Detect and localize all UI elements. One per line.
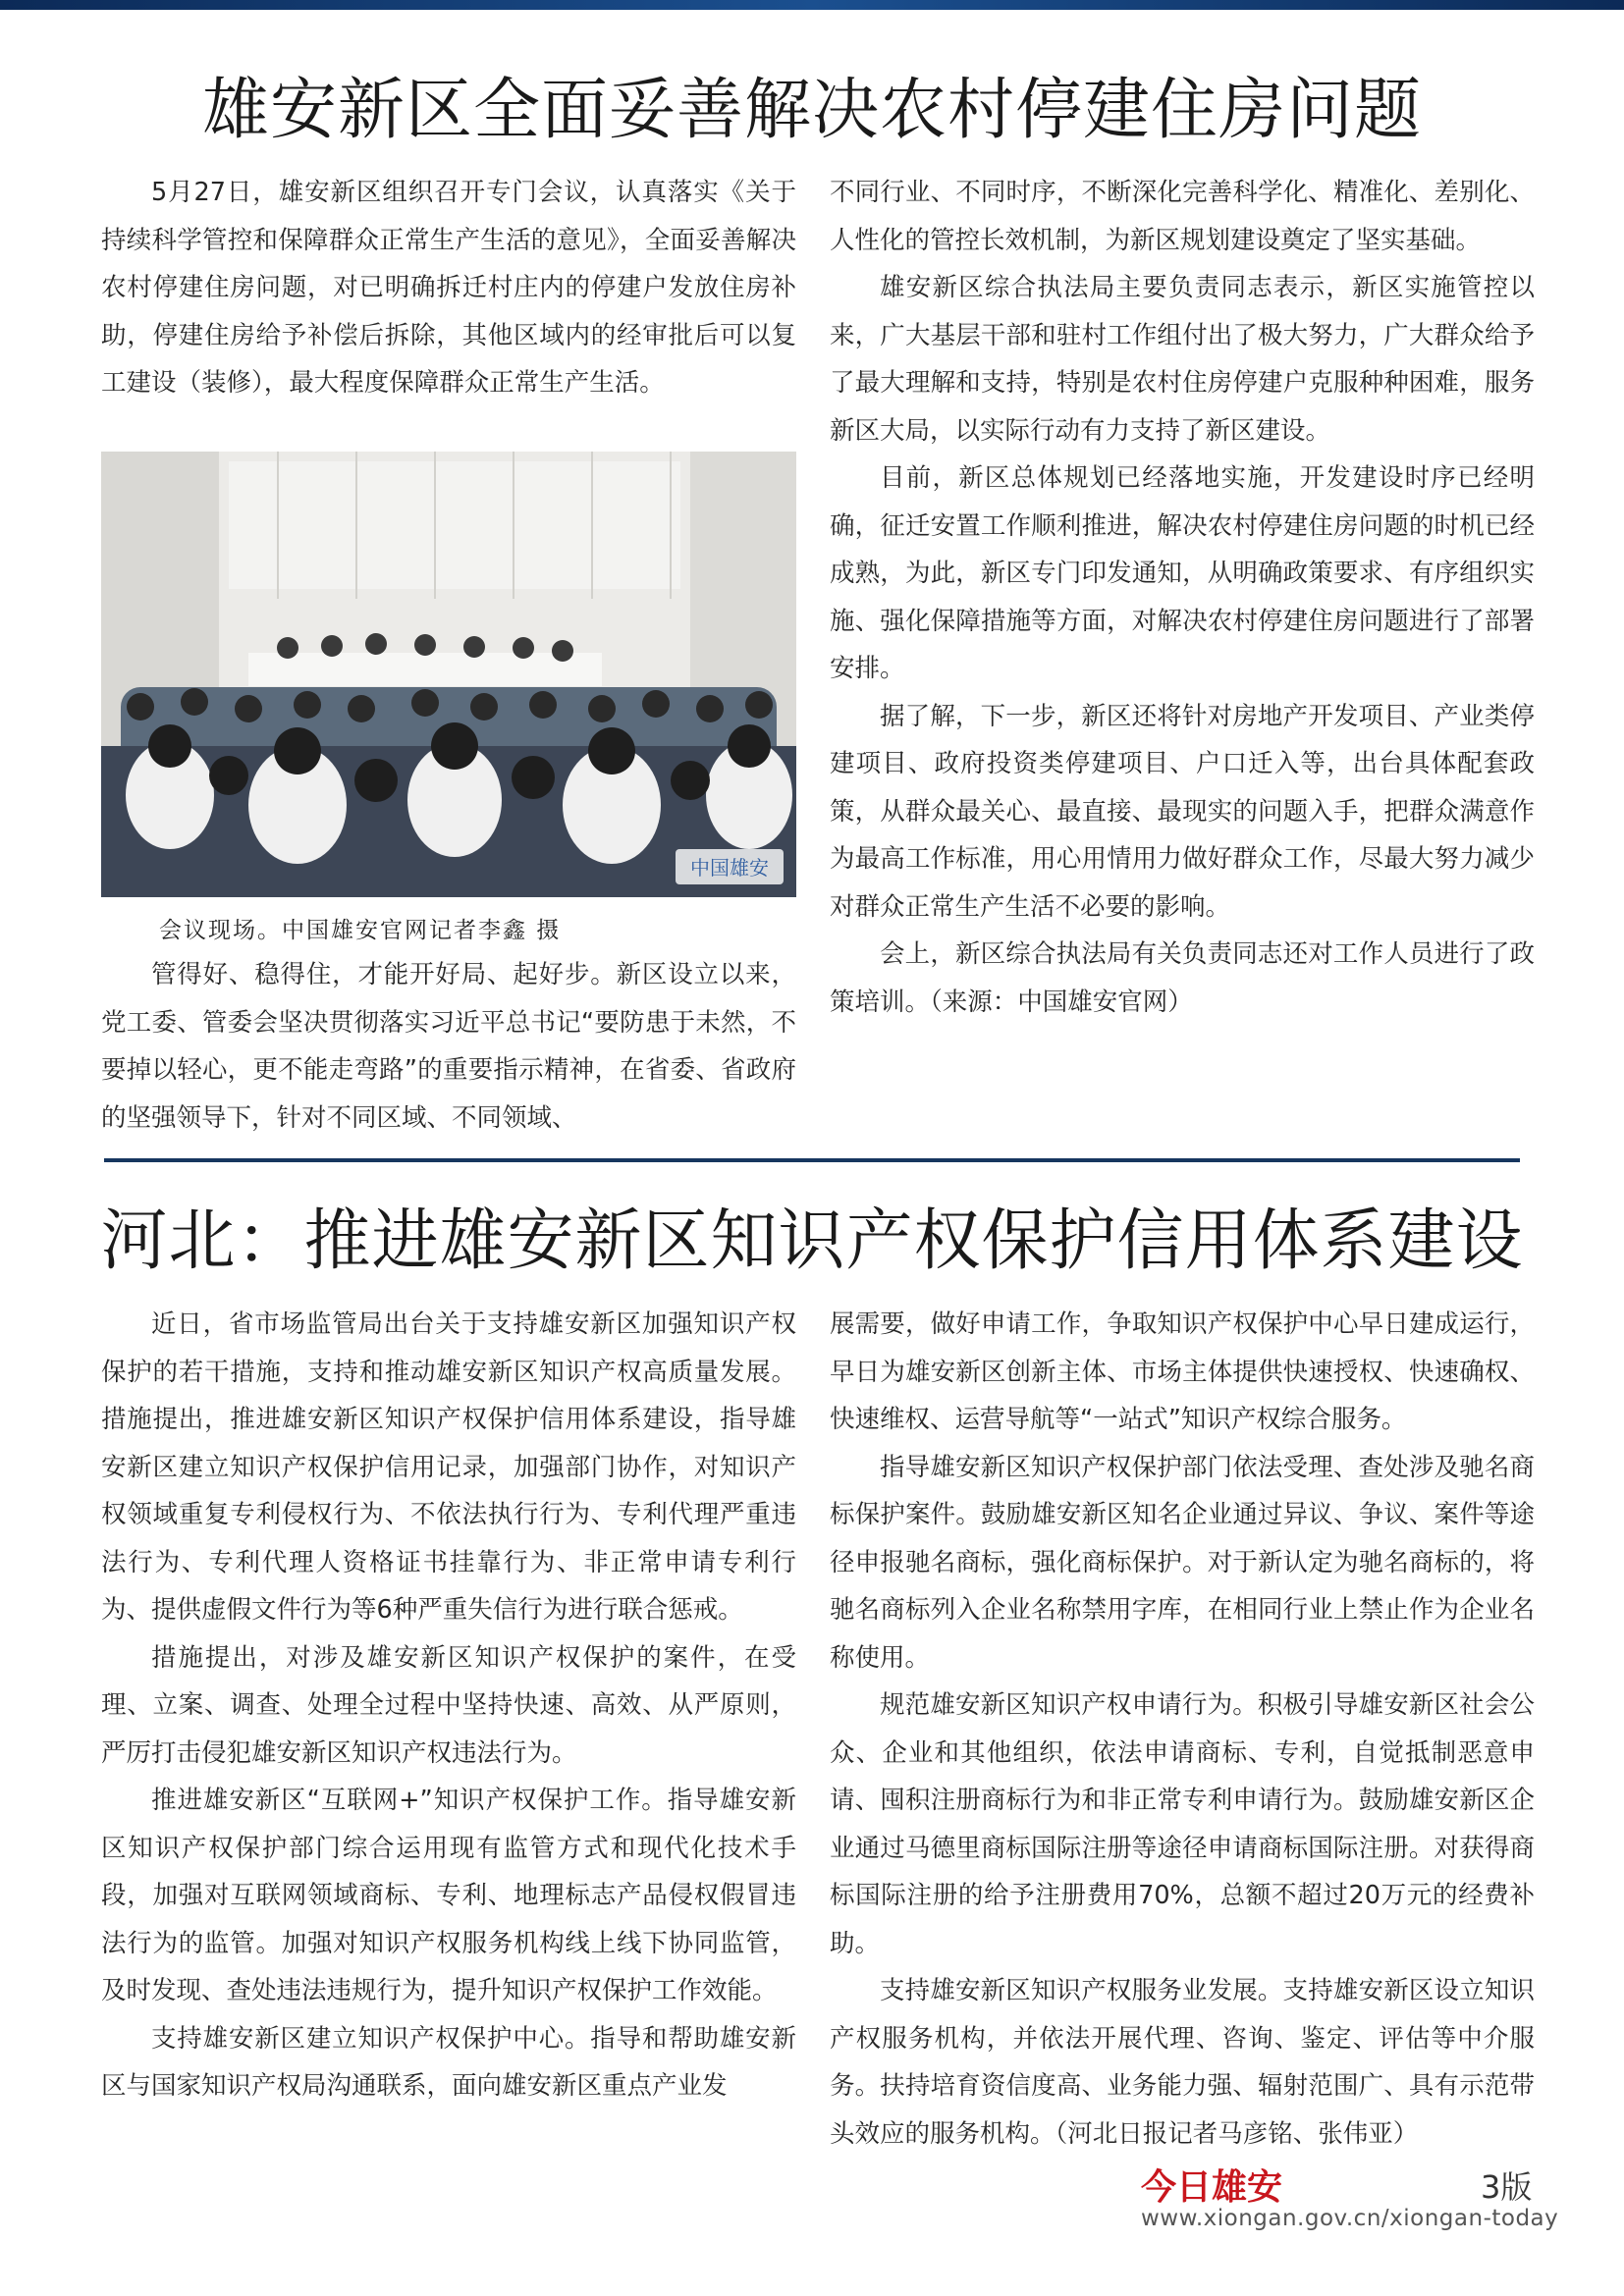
paragraph: 指导雄安新区知识产权保护部门依法受理、查处涉及驰名商标保护案件。鼓励雄安新区知名企业通过异议、争议、案件等途径申报驰名商标，强化商标保护。对于新认定为驰名商标的，将驰名商标列入企业名称禁用字库，在相同行业上禁止作为企业名称使用。 (830, 1452, 1535, 1673)
paragraph: 目前，新区总体规划已经落地实施，开发建设时序已经明确，征迁安置工作顺利推进，解决农村停建住房问题的时机已经成熟，为此，新区专门印发通知，从明确政策要求、有序组织实施、强化保障措施等方面，对解决农村停建住房问题进行了部署安排。 (830, 463, 1535, 683)
paragraph: 据了解，下一步，新区还将针对房地产开发项目、产业类停建项目、政府投资类停建项目、户口迁入等，出台具体配套政策，从群众最关心、最直接、最现实的问题入手，把群众满意作为最高工作标准，用心用情用力做好群众工作，尽最大努力减少对群众正常生产生活不必要的影响。 (830, 701, 1535, 922)
article2-title: 河北：推进雄安新区知识产权保护信用体系建设 (100, 1202, 1524, 1280)
paragraph: 雄安新区综合执法局主要负责同志表示，新区实施管控以来，广大基层干部和驻村工作组付出了极大努力，广大群众给予了最大理解和支持，特别是农村住房停建户克服种种困难，服务新区大局，以实际行动有力支持了新区建设。 (830, 273, 1535, 446)
site-url[interactable]: www.xiongan.gov.cn/xiongan-today (1141, 2206, 1559, 2231)
page-number: 3版 (1481, 2168, 1533, 2206)
article1-right-column (830, 169, 1535, 1026)
paragraph: 展需要，做好申请工作，争取知识产权保护中心早日建成运行，早日为雄安新区创新主体、市场主体提供快速授权、快速确权、快速维权、运营导航等“一站式”知识产权综合服务。 (830, 1309, 1535, 1434)
brand-logo: 今日雄安 (1141, 2166, 1283, 2208)
article1-left-column-top (101, 169, 796, 407)
paragraph: 5月27日，雄安新区组织召开专门会议，认真落实《关于持续科学管控和保障群众正常生产生活的意见》，全面妥善解决农村停建住房问题，对已明确拆迁村庄内的停建户发放住房补助，停建住房给予补偿后拆除，其他区域内的经审批后可以复工建设（装修），最大程度保障群众正常生产生活。 (101, 178, 796, 398)
paragraph: 措施提出，对涉及雄安新区知识产权保护的案件，在受理、立案、调查、处理全过程中坚持快速、高效、从严原则，严厉打击侵犯雄安新区知识产权违法行为。 (101, 1642, 796, 1768)
paragraph: 会上，新区综合执法局有关负责同志还对工作人员进行了政策培训。（来源：中国雄安官网） (830, 939, 1535, 1017)
article2-left-column (101, 1301, 796, 2110)
article2-right-column (830, 1301, 1535, 2158)
paragraph: 支持雄安新区建立知识产权保护中心。指导和帮助雄安新区与国家知识产权局沟通联系，面向雄安新区重点产业发 (101, 2023, 796, 2101)
paragraph: 近日，省市场监管局出台关于支持雄安新区加强知识产权保护的若干措施，支持和推动雄安新区知识产权高质量发展。措施提出，推进雄安新区知识产权保护信用体系建设，指导雄安新区建立知识产权保护信用记录，加强部门协作，对知识产权领域重复专利侵权行为、不依法执行行为、专利代理严重违法行为、专利代理人资格证书挂靠行为、非正常申请专利行为、提供虚假文件行为等6种严重失信行为进行联合惩戒。 (101, 1309, 796, 1625)
section-divider (104, 1158, 1520, 1162)
paragraph: 不同行业、不同时序，不断深化完善科学化、精准化、差别化、人性化的管控长效机制，为新区规划建设奠定了坚实基础。 (830, 178, 1535, 255)
paragraph: 推进雄安新区“互联网+”知识产权保护工作。指导雄安新区知识产权保护部门综合运用现有监管方式和现代化技术手段，加强对互联网领域商标、专利、地理标志产品侵权假冒违法行为的监管。加强对知识产权服务机构线上线下协同监管，及时发现、查处违法违规行为，提升知识产权保护工作效能。 (101, 1786, 796, 2005)
photo-caption: 会议现场。中国雄安官网记者李鑫 摄 (159, 918, 562, 943)
paragraph: 支持雄安新区知识产权服务业发展。支持雄安新区设立知识产权服务机构，并依法开展代理、咨询、鉴定、评估等中介服务。扶持培育资信度高、业务能力强、辐射范围广、具有示范带头效应的服务机构。（河北日报记者马彦铭、张伟亚） (830, 1976, 1535, 2149)
article1-left-column-bottom (101, 951, 796, 1142)
top-bar (0, 0, 1624, 10)
article1-title: 雄安新区全面妥善解决农村停建住房问题 (201, 72, 1422, 149)
paragraph: 规范雄安新区知识产权申请行为。积极引导雄安新区社会公众、企业和其他组织，依法申请商标、专利，自觉抵制恶意申请、囤积注册商标行为和非正常专利申请行为。鼓励雄安新区企业通过马德里商标国际注册等途径申请商标国际注册。对获得商标国际注册的给予注册费用70%，总额不超过20万元的经费补助。 (830, 1690, 1535, 1958)
paragraph: 管得好、稳得住，才能开好局、起好步。新区设立以来，党工委、管委会坚决贯彻落实习近平总书记“要防患于未然，不要掉以轻心，更不能走弯路”的重要指示精神，在省委、省政府的坚强领导下，针对不同区域、不同领域、 (101, 960, 796, 1133)
photo-watermark: 中国雄安 (690, 856, 769, 880)
meeting-photo (101, 452, 796, 897)
